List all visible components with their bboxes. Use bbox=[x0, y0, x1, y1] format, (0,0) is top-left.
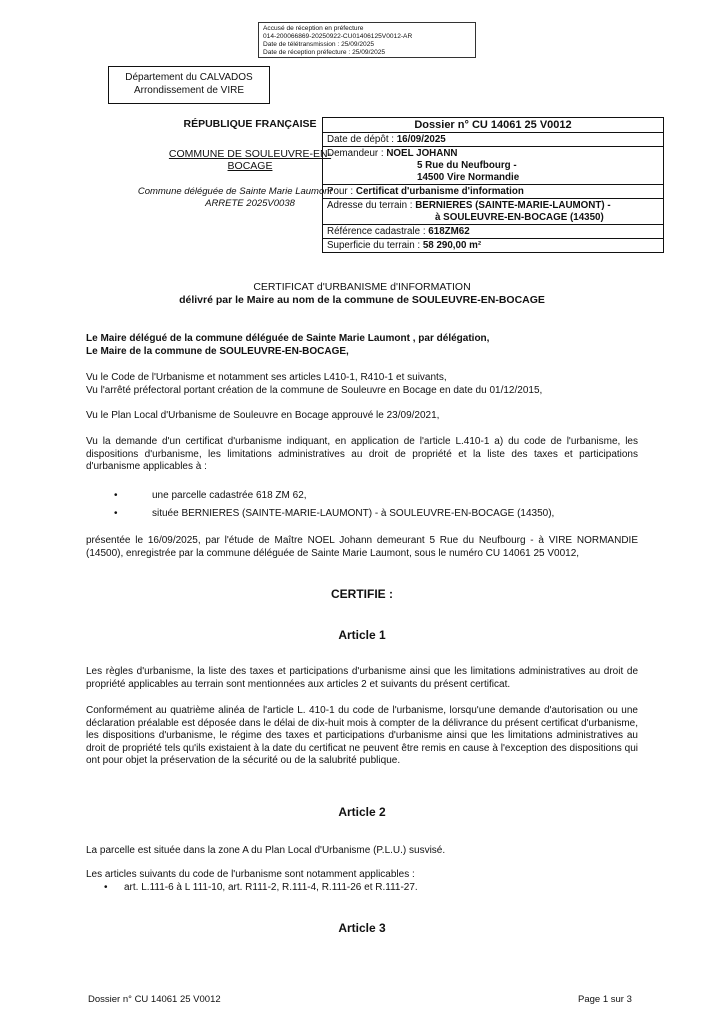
article-1-paragraph-1: Les règles d'urbanisme, la liste des taxes et participations d'urbanisme ainsi que les limitations administratives au droit de propriété applicables au terrain sont mentionnées aux articles 2 et suivants du présent certificat. bbox=[86, 666, 638, 690]
arrete-number: ARRETE 2025V0038 bbox=[205, 198, 295, 209]
list-item-text: une parcelle cadastrée 618 ZM 62, bbox=[152, 490, 307, 501]
reference-label: Référence cadastrale : bbox=[327, 226, 429, 237]
reception-stamp bbox=[258, 22, 476, 58]
republique-heading: RÉPUBLIQUE FRANÇAISE bbox=[183, 118, 317, 130]
list-item bbox=[114, 507, 614, 520]
demandeur-label: Demandeur : bbox=[327, 148, 387, 159]
bullet-icon: • bbox=[114, 490, 118, 501]
superficie-label: Superficie du terrain : bbox=[327, 240, 423, 251]
pour-value: Certificat d'urbanisme d'information bbox=[355, 186, 524, 197]
commune-deleguee bbox=[137, 186, 350, 210]
bullet-icon: • bbox=[114, 508, 118, 519]
footer-page-number: Page 1 sur 3 bbox=[578, 994, 632, 1005]
stamp-line: Date de réception préfecture : 25/09/2025 bbox=[263, 49, 386, 56]
demandeur-address-1: 5 Rue du Neufbourg - bbox=[417, 160, 517, 171]
article-3-heading: Article 3 bbox=[338, 921, 386, 935]
adresse-label: Adresse du terrain : bbox=[327, 200, 416, 211]
maire-statement bbox=[86, 333, 638, 358]
vu-line-1: Vu le Code de l'Urbanisme et notamment ses articles L410-1, R410-1 et suivants, bbox=[86, 372, 447, 383]
certifie-heading: CERTIFIE : bbox=[331, 587, 393, 601]
list-item-text: située BERNIERES (SAINTE-MARIE-LAUMONT) - à SOULEUVRE-EN-BOCAGE (14350), bbox=[152, 508, 555, 519]
pour-label: Pour : bbox=[327, 186, 356, 197]
stamp-line: Accusé de réception en préfecture bbox=[263, 25, 364, 32]
dossier-table bbox=[322, 117, 664, 253]
stamp-line: 014-200066869-20250922-CU01406125V0012-AR bbox=[263, 33, 413, 40]
presentee-paragraph: présentée le 16/09/2025, par l'étude de Maître NOEL Johann demeurant 5 Rue du Neufbourg - à VIRE NORMANDIE (14500), enregistrée par la commune déléguée de Sainte Marie Laumont, sous le numéro CU 14061 25 V0012, bbox=[86, 535, 638, 559]
dossier-row-demandeur bbox=[323, 147, 663, 185]
dossier-number: Dossier n° CU 14061 25 V0012 bbox=[323, 118, 663, 133]
article-1-paragraph-2: Conformément au quatrième alinéa de l'article L. 410-1 du code de l'urbanisme, lorsqu'une demande d'autorisation ou une déclaration préalable est déposée dans le délai de dix-huit mois à compter de la délivrance du présent certificat d'urbanisme, les dispositions d'urbanisme, le régime des taxes et participations d'urbanisme ainsi que les limitations administratives au droit de propriété tels qu'ils existaient à la date du certificat ne peuvent être remis en cause à l'exception des dispositions qui ont pour objet la préservation de la sécurité ou de la salubrité publique. bbox=[86, 705, 638, 767]
document-title bbox=[0, 281, 724, 307]
dossier-row-superficie bbox=[323, 239, 663, 252]
maire-line-1: Le Maire délégué de la commune déléguée de Sainte Marie Laumont , par délégation, bbox=[86, 333, 490, 344]
dossier-row-pour bbox=[323, 185, 663, 199]
article-2-paragraph-2: Les articles suivants du code de l'urbanisme sont notamment applicables : bbox=[86, 869, 415, 880]
list-item bbox=[114, 489, 614, 502]
commune-heading: COMMUNE DE SOULEUVRE-EN-BOCAGE bbox=[168, 148, 332, 172]
demandeur-name: NOEL JOHANN bbox=[386, 148, 458, 159]
article-1-heading: Article 1 bbox=[338, 628, 386, 642]
depot-label: Date de dépôt : bbox=[327, 134, 397, 145]
adresse-value-1: BERNIERES (SAINTE-MARIE-LAUMONT) - bbox=[415, 200, 611, 211]
arrondissement-name: Arrondissement de VIRE bbox=[133, 85, 245, 96]
title-line-1: CERTIFICAT d'URBANISME d'INFORMATION bbox=[253, 281, 471, 293]
demandeur-address-2: 14500 Vire Normandie bbox=[417, 172, 520, 183]
article-2-paragraph-1: La parcelle est située dans la zone A du Plan Local d'Urbanisme (P.L.U.) susvisé. bbox=[86, 845, 446, 856]
stamp-line: Date de télétransmission : 25/09/2025 bbox=[263, 41, 375, 48]
maire-line-2: Le Maire de la commune de SOULEUVRE-EN-BOCAGE, bbox=[86, 345, 349, 357]
footer-dossier-number: Dossier n° CU 14061 25 V0012 bbox=[88, 994, 221, 1005]
vu-code-urbanisme bbox=[86, 372, 638, 397]
vu-demande: Vu la demande d'un certificat d'urbanisme indiquant, en application de l'article L.410-1 a) du code de l'urbanisme, les dispositions d'urbanisme, les limitations administratives au droit de propriété et la liste des taxes et participations d'urbanisme applicables à : bbox=[86, 436, 638, 473]
commune-deleguee-name: Commune déléguée de Sainte Marie Laumont bbox=[137, 186, 333, 197]
depot-value: 16/09/2025 bbox=[396, 134, 446, 145]
list-item-text: art. L.111-6 à L 111-10, art. R111-2, R.111-4, R.111-26 et R.111-27. bbox=[124, 882, 418, 893]
dossier-row-depot bbox=[323, 133, 663, 147]
superficie-value: 58 290,00 m² bbox=[422, 240, 482, 251]
reference-value: 618ZM62 bbox=[428, 226, 470, 237]
adresse-value-2: à SOULEUVRE-EN-BOCAGE (14350) bbox=[435, 212, 604, 223]
article-2-heading: Article 2 bbox=[338, 805, 386, 819]
dossier-row-reference bbox=[323, 225, 663, 239]
departement-box bbox=[108, 66, 270, 104]
departement-name: Département du CALVADOS bbox=[125, 72, 253, 83]
vu-line-2: Vu l'arrêté préfectoral portant création de la commune de Souleuvre en Bocage en date du 01/12/2015, bbox=[86, 384, 543, 396]
vu-plu: Vu le Plan Local d'Urbanisme de Souleuvre en Bocage approuvé le 23/09/2021, bbox=[86, 410, 440, 421]
dossier-row-adresse bbox=[323, 199, 663, 225]
issuer-header bbox=[137, 118, 350, 210]
list-item bbox=[104, 881, 604, 894]
bullet-icon: • bbox=[104, 882, 108, 893]
title-line-2: délivré par le Maire au nom de la commune de SOULEUVRE-EN-BOCAGE bbox=[179, 294, 545, 306]
